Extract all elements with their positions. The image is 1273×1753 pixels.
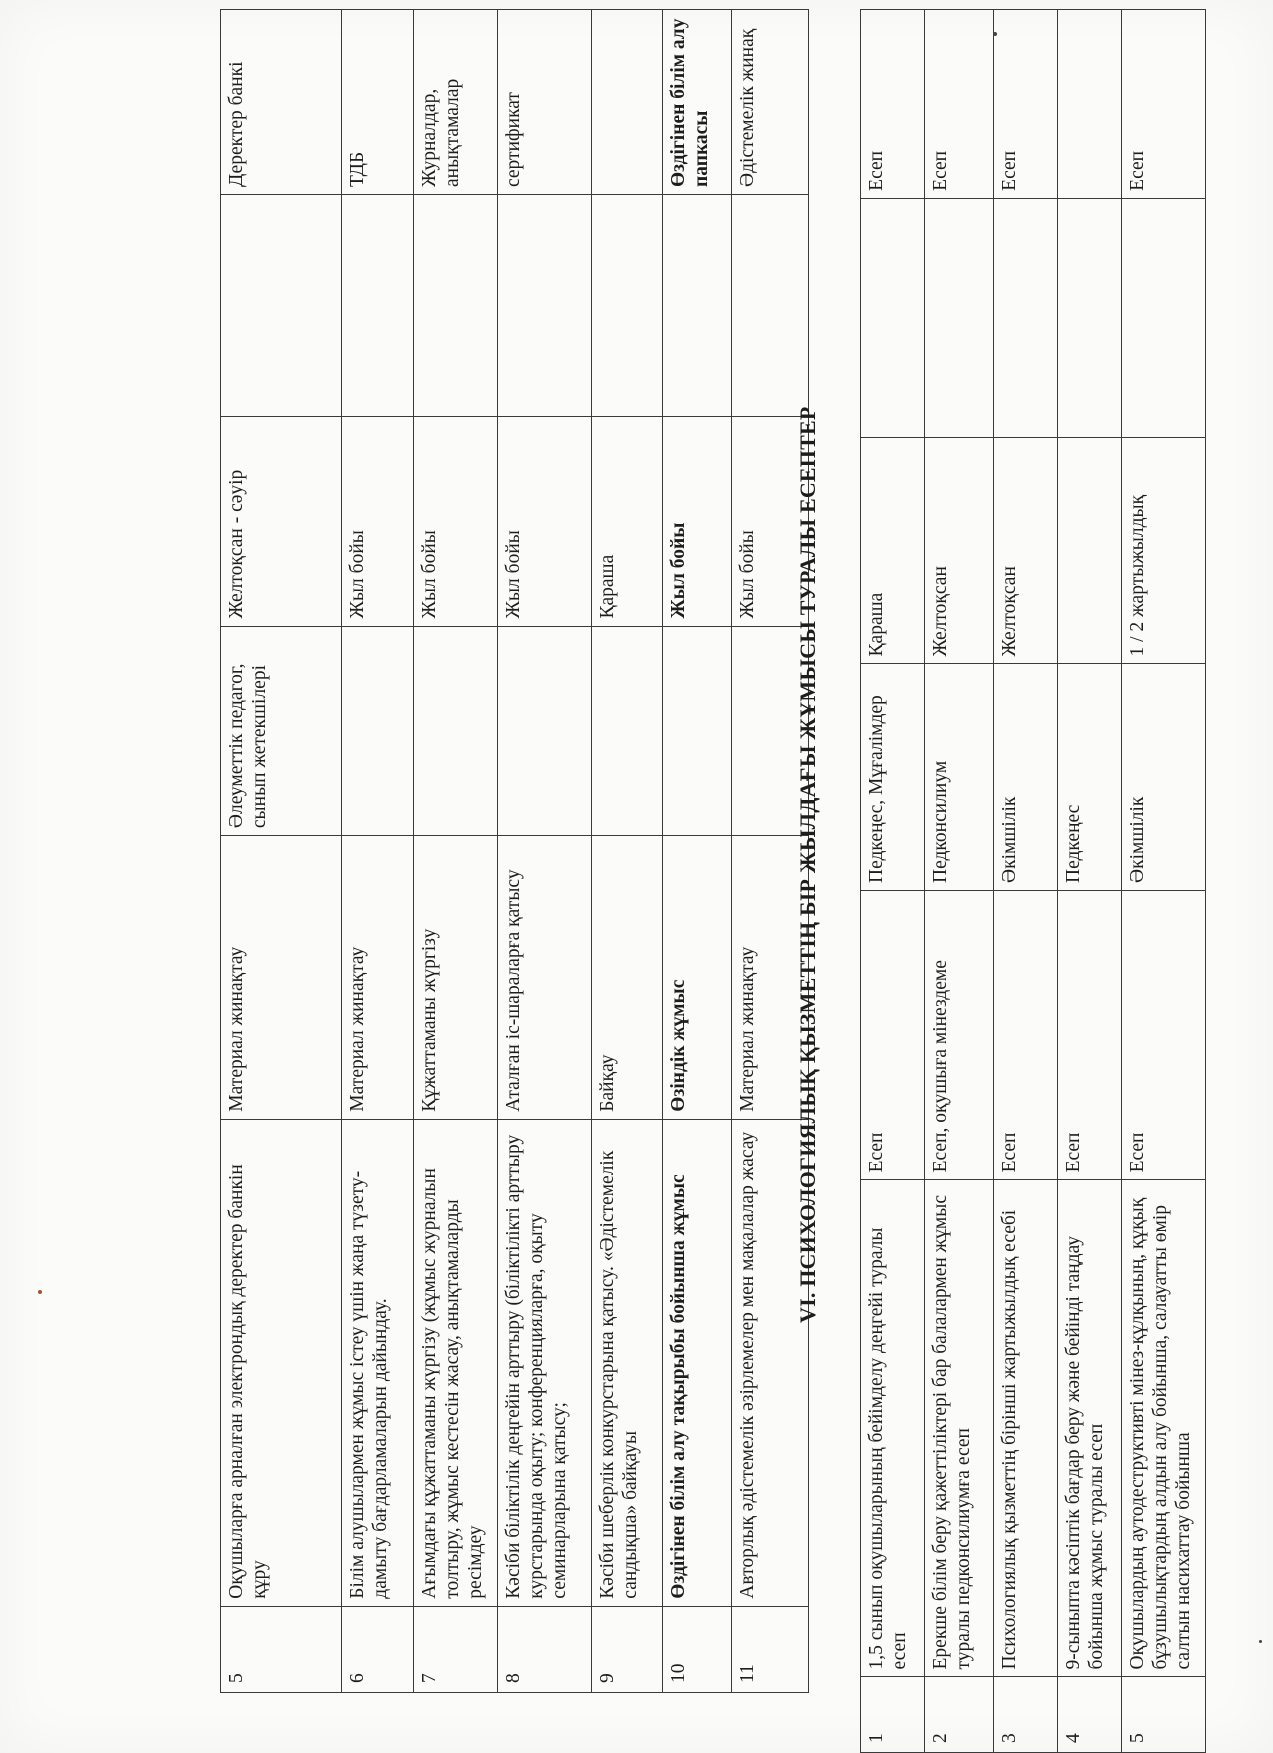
scan-speck	[993, 32, 997, 36]
table-row	[414, 10, 498, 1693]
table-row	[1122, 10, 1206, 1753]
activity-cell: Психологиялық қызметтің бірінші жартыжылдық есебі	[994, 1180, 1058, 1677]
result-cell: сертификат	[498, 10, 592, 195]
time-cell: Жыл бойы	[732, 416, 809, 626]
activity-cell: Ағымдағы құжаттаманы жүргізу (жұмыс журналын толтыру, жұмыс кестесін жасау, анықтамаларды ресімдеу	[414, 1119, 498, 1606]
activity-cell: Оқушылардың аутодеструктивті мінез-құлқының, құқық бұзушылықтардың алдын алу бойынша, салауатты өмір салтын насихаттау бойынша	[1122, 1180, 1206, 1677]
participants-cell: Педкеңес	[1058, 664, 1122, 891]
blank-cell	[498, 195, 592, 417]
participants-cell	[592, 626, 663, 836]
participants-cell: Әкімшілік	[1122, 664, 1206, 891]
table-row	[663, 10, 732, 1693]
form-cell: Есеп	[1122, 890, 1206, 1179]
blank-cell	[342, 195, 414, 417]
table-row	[221, 10, 342, 1693]
form-cell: Есеп	[994, 890, 1058, 1179]
activity-cell: Кәсіби біліктілік деңгейін арттыру (біліктілікті арттыру курстарында оқыту; конференцияларға, оқыту семинарларына қатысу;	[498, 1119, 592, 1606]
blank-cell	[1058, 198, 1122, 437]
table-row	[498, 10, 592, 1693]
activity-cell: Кәсіби шеберлік конкурстарына қатысу. «Әдістемелік сандықша» байқауы	[592, 1119, 663, 1606]
result-cell	[1058, 10, 1122, 199]
activity-cell: 9-сыныпта кәсіптік бағдар беру және бейінді таңдау бойынша жұмыс туралы есеп	[1058, 1180, 1122, 1677]
time-cell: Қараша	[861, 437, 925, 664]
row-number: 5	[1122, 1677, 1206, 1753]
participants-cell	[663, 626, 732, 836]
activity-cell: Авторлық әдістемелік әзірлемелер мен мақалалар жасау	[732, 1119, 809, 1606]
table-row	[925, 10, 994, 1753]
row-number: 4	[1058, 1677, 1122, 1753]
result-cell: Есеп	[1122, 10, 1206, 199]
time-cell: Желтоқсан - сәуір	[221, 416, 342, 626]
activity-cell: Оқушыларға арналған электрондық деректер банкін құру	[221, 1119, 342, 1606]
row-number: 9	[592, 1606, 663, 1692]
result-cell: Деректер банкі	[221, 10, 342, 195]
participants-cell	[342, 626, 414, 836]
blank-cell	[1122, 198, 1206, 437]
row-number: 1	[861, 1677, 925, 1753]
form-cell: Құжаттаманы жүргізу	[414, 836, 498, 1120]
blank-cell	[861, 198, 925, 437]
time-cell	[1058, 437, 1122, 664]
result-cell: Есеп	[994, 10, 1058, 199]
participants-cell: Әлеуметтік педагог, сынып жетекшілері	[221, 626, 342, 836]
scan-speck	[1259, 1640, 1262, 1643]
form-cell: Өзіндік жұмыс	[663, 836, 732, 1120]
activity-cell: 1,5 сынып оқушыларының бейімделу деңгейі туралы есеп	[861, 1180, 925, 1677]
time-cell: Жыл бойы	[663, 416, 732, 626]
time-cell: 1 / 2 жартыжылдық	[1122, 437, 1206, 664]
blank-cell	[414, 195, 498, 417]
participants-cell	[414, 626, 498, 836]
table-row	[1058, 10, 1122, 1753]
time-cell: Жыл бойы	[342, 416, 414, 626]
form-cell: Материал жинақтау	[732, 836, 809, 1120]
scan-speck	[38, 1290, 42, 1294]
row-number: 6	[342, 1606, 414, 1692]
table-row	[861, 10, 925, 1753]
form-cell: Материал жинақтау	[342, 836, 414, 1120]
time-cell: Желтоқсан	[925, 437, 994, 664]
section-heading: VI. ПСИХОЛОГИЯЛЫҚ ҚЫЗМЕТТІҢ БІР ЖЫЛДАҒЫ ЖҰМЫСЫ ТУРАЛЫ ЕСЕПТЕР	[795, 406, 820, 1323]
result-cell	[592, 10, 663, 195]
blank-cell	[221, 195, 342, 417]
row-number: 5	[221, 1606, 342, 1692]
time-cell: Қараша	[592, 416, 663, 626]
row-number: 3	[994, 1677, 1058, 1753]
activity-cell: Өздігінен білім алу тақырыбы бойынша жұмыс	[663, 1119, 732, 1606]
top-table	[220, 9, 809, 1693]
blank-cell	[925, 198, 994, 437]
result-cell: Есеп	[925, 10, 994, 199]
form-cell: Есеп, оқушыға мінездеме	[925, 890, 994, 1179]
bottom-table	[860, 9, 1206, 1753]
time-cell: Жыл бойы	[498, 416, 592, 626]
form-cell: Есеп	[861, 890, 925, 1179]
result-cell: Есеп	[861, 10, 925, 199]
row-number: 7	[414, 1606, 498, 1692]
table-row	[592, 10, 663, 1693]
row-number: 8	[498, 1606, 592, 1692]
time-cell: Желтоқсан	[994, 437, 1058, 664]
form-cell: Есеп	[1058, 890, 1122, 1179]
table-row	[342, 10, 414, 1693]
blank-cell	[592, 195, 663, 417]
result-cell: Өздігінен білім алу папкасы	[663, 10, 732, 195]
form-cell: Байқау	[592, 836, 663, 1120]
table-row	[994, 10, 1058, 1753]
result-cell: Журналдар, анықтамалар	[414, 10, 498, 195]
result-cell: Әдістемелік жинақ	[732, 10, 809, 195]
row-number: 11	[732, 1606, 809, 1692]
row-number: 2	[925, 1677, 994, 1753]
form-cell: Материал жинақтау	[221, 836, 342, 1120]
blank-cell	[994, 198, 1058, 437]
form-cell: Аталған іс-шараларға қатысу	[498, 836, 592, 1120]
activity-cell: Білім алушылармен жұмыс істеу үшін жаңа түзету-дамыту бағдарламаларын дайындау.	[342, 1119, 414, 1606]
row-number: 10	[663, 1606, 732, 1692]
blank-cell	[663, 195, 732, 417]
activity-cell: Ерекше білім беру қажеттіліктері бар балалармен жұмыс туралы педконсилиумға есеп	[925, 1180, 994, 1677]
participants-cell: Педкеңес, Мұғалімдер	[861, 664, 925, 891]
time-cell: Жыл бойы	[414, 416, 498, 626]
result-cell: ТДБ	[342, 10, 414, 195]
participants-cell	[498, 626, 592, 836]
participants-cell: Әкімшілік	[994, 664, 1058, 891]
participants-cell: Педконсилиум	[925, 664, 994, 891]
